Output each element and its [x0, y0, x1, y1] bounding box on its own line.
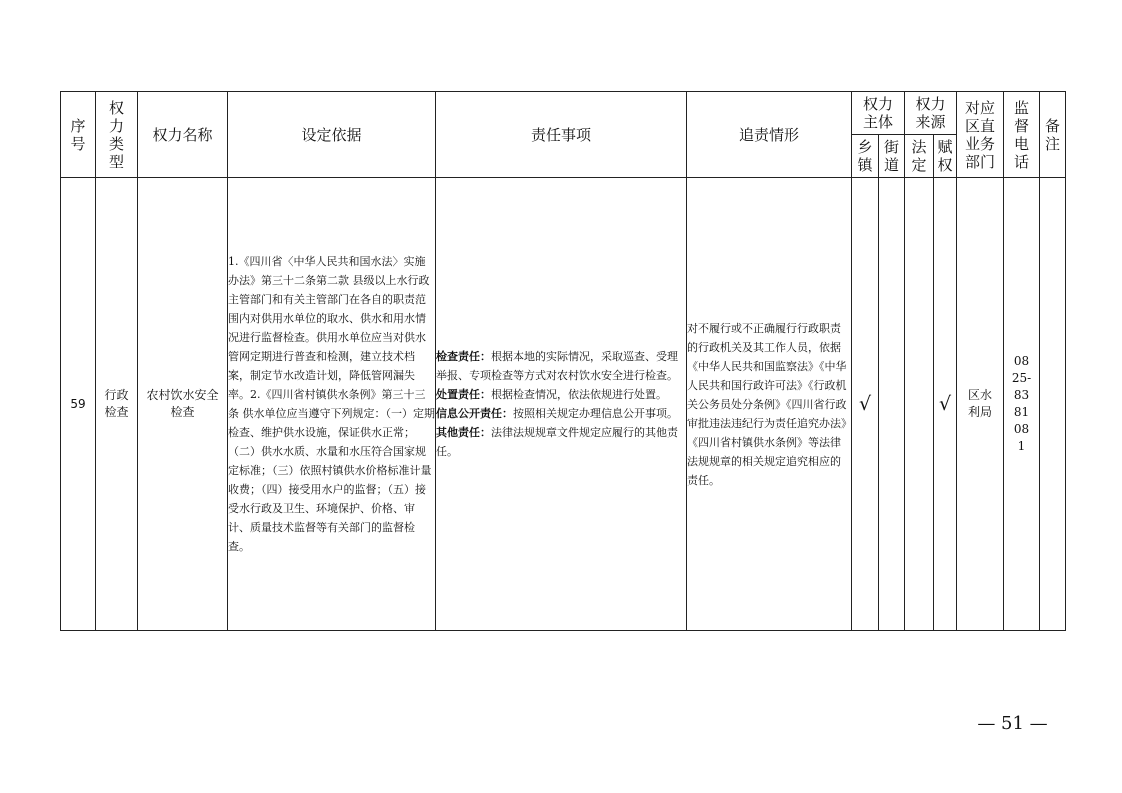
cell-legal-check	[905, 178, 934, 631]
header-name: 权力名称	[138, 92, 228, 178]
cell-responsibility	[436, 178, 687, 631]
resp-item-handle: 处置责任：根据检查情况，依法依规进行处置。	[436, 388, 667, 401]
cell-seq: 59	[61, 178, 96, 631]
cell-phone: 0825-8381081	[1004, 178, 1040, 631]
header-dept: 对应区直业务部门	[957, 92, 1004, 178]
cell-street-check	[879, 178, 905, 631]
header-phone: 监督电话	[1004, 92, 1040, 178]
header-source-granted: 赋权	[934, 135, 957, 178]
cell-accountability: 对不履行或不正确履行行政职责的行政机关及其工作人员，依据《中华人民共和国监察法》《中华人民共和国行政许可法》《行政机关公务员处分条例》《四川省行政审批违法违纪行为责任追究办法》《四川省村镇供水条例》等法律法规规章的相关规定追究相应的责任。	[687, 178, 852, 631]
header-remark: 备注	[1040, 92, 1066, 178]
resp-item-other: 其他责任：法律法规规章文件规定应履行的其他责任。	[436, 426, 678, 458]
header-type: 权力类型	[96, 92, 138, 178]
cell-name: 农村饮水安全检查	[138, 178, 228, 631]
header-subject-town: 乡镇	[852, 135, 879, 178]
header-responsibility: 责任事项	[436, 92, 687, 178]
resp-item-inspect: 检查责任：根据本地的实际情况，采取巡查、受理举报、专项检查等方式对农村饮水安全进行检查。	[436, 350, 678, 382]
header-seq: 序号	[61, 92, 96, 178]
header-source: 权力来源	[905, 92, 957, 135]
header-subject-street: 街道	[879, 135, 905, 178]
cell-granted-check: √	[934, 178, 957, 631]
cell-town-check: √	[852, 178, 879, 631]
resp-item-disclosure: 信息公开责任：按照相关规定办理信息公开事项。	[436, 407, 678, 420]
header-basis: 设定依据	[228, 92, 436, 178]
cell-basis: 1.《四川省〈中华人民共和国水法〉实施办法》第三十二条第二款 县级以上水行政主管部门和有关主管部门在各自的职责范围内对供用水单位的取水、供水和用水情况进行监督检查。供用水单位应当对供水管网定期进行普查和检测，建立技术档案，制定节水改造计划，降低管网漏失率。2.《四川省村镇供水条例》第三十三条 供水单位应当遵守下列规定：（一）定期检查、维护供水设施，保证供水正常；（二）供水水质、水量和水压符合国家规定标准；（三）依照村镇供水价格标准计量收费；（四）接受用水户的监督；（五）接受水行政及卫生、环境保护、价格、审计、质量技术监督等有关部门的监督检查。	[228, 178, 436, 631]
header-source-legal: 法定	[905, 135, 934, 178]
header-subject: 权力主体	[852, 92, 905, 135]
page-number: — 51 —	[977, 713, 1048, 734]
power-list-table	[60, 91, 1066, 631]
header-accountability: 追责情形	[687, 92, 852, 178]
cell-type: 行政检查	[96, 178, 138, 631]
table-row	[61, 178, 1066, 631]
cell-dept: 区水利局	[957, 178, 1004, 631]
header-row	[61, 92, 1066, 135]
cell-remark	[1040, 178, 1066, 631]
